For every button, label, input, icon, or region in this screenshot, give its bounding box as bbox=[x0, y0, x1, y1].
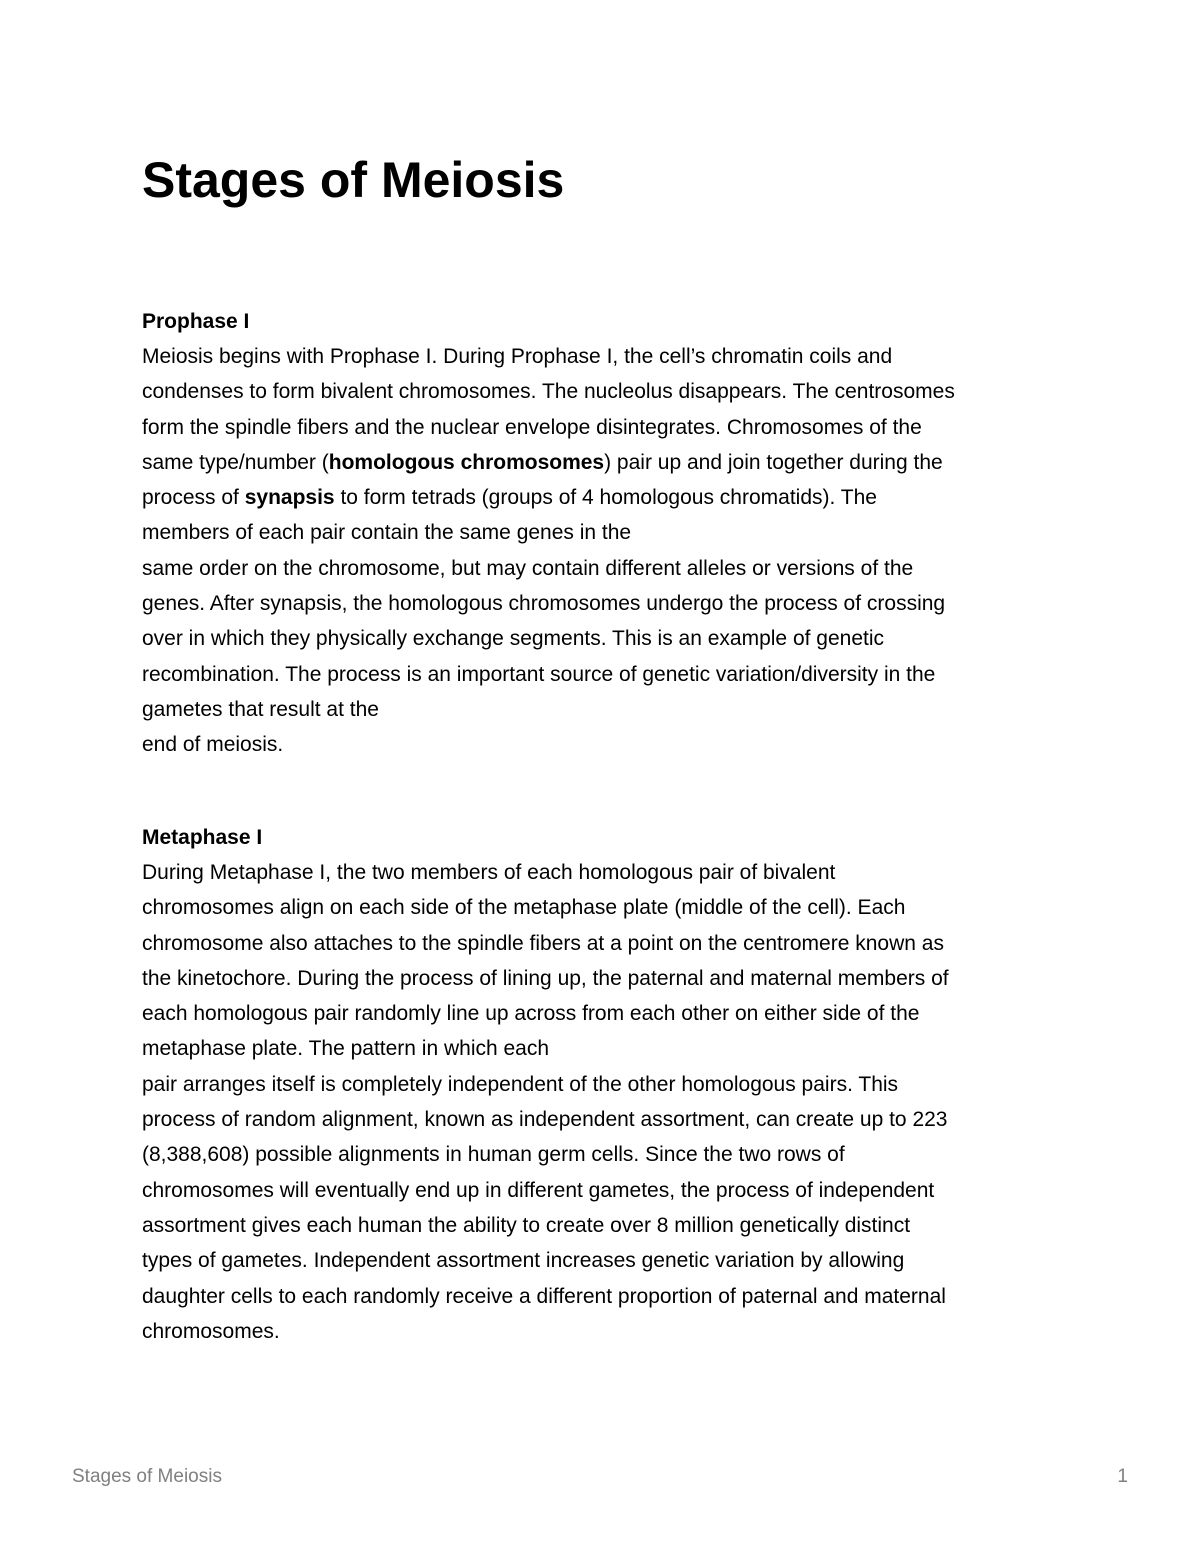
text-run: chromosomes. bbox=[142, 1319, 280, 1343]
text-run: types of gametes. Independent assortment increases genetic variation by allowing bbox=[142, 1249, 905, 1273]
text-run: condenses to form bivalent chromosomes. The nucleolus disappears. The centrosomes bbox=[142, 380, 955, 404]
paragraph-line bbox=[142, 1137, 1062, 1172]
text-run: genes. After synapsis, the homologous chromosomes undergo the process of crossing bbox=[142, 592, 946, 616]
paragraph-line bbox=[142, 1243, 1062, 1278]
footer-document-title: Stages of Meiosis bbox=[72, 1466, 222, 1487]
document-title: Stages of Meiosis bbox=[142, 152, 565, 208]
paragraph-line bbox=[142, 996, 1062, 1031]
bold-term: homologous chromosomes bbox=[328, 450, 605, 474]
paragraph-line bbox=[142, 410, 1062, 445]
text-run: chromosome also attaches to the spindle fibers at a point on the centromere known as bbox=[142, 931, 944, 955]
text-run: ) pair up and join together during the bbox=[604, 450, 943, 474]
text-run: (8,388,608) possible alignments in human germ cells. Since the two rows of bbox=[142, 1143, 845, 1167]
text-run: chromosomes will eventually end up in different gametes, the process of independent bbox=[142, 1178, 935, 1202]
paragraph-line bbox=[142, 621, 1062, 656]
text-run: assortment gives each human the ability to create over 8 million genetically distinct bbox=[142, 1213, 911, 1237]
paragraph-line bbox=[142, 1314, 1062, 1349]
bold-term: synapsis bbox=[244, 486, 335, 510]
text-run: same type/number ( bbox=[142, 450, 329, 474]
text-run: each homologous pair randomly line up across from each other on either side of the bbox=[142, 1002, 920, 1026]
paragraph-line bbox=[142, 926, 1062, 961]
section-heading: Prophase I bbox=[142, 310, 250, 333]
text-run: process of bbox=[142, 486, 245, 510]
paragraph-line bbox=[142, 1031, 1062, 1066]
text-run: members of each pair contain the same genes in the bbox=[142, 521, 632, 545]
footer-page-number: 1 bbox=[1117, 1466, 1128, 1487]
paragraph-line bbox=[142, 374, 1062, 409]
text-run: gametes that result at the bbox=[142, 697, 379, 721]
paragraph-line bbox=[142, 445, 1062, 480]
text-run: During Metaphase I, the two members of each homologous pair of bivalent bbox=[142, 861, 836, 884]
text-run: daughter cells to each randomly receive a different proportion of paternal and maternal bbox=[142, 1284, 946, 1308]
text-run: over in which they physically exchange segments. This is an example of genetic bbox=[142, 627, 885, 651]
text-run: same order on the chromosome, but may contain different alleles or versions of the bbox=[142, 556, 914, 580]
text-run: end of meiosis. bbox=[142, 733, 284, 757]
section-metaphase-i bbox=[142, 820, 1062, 1349]
paragraph-line bbox=[142, 1102, 1062, 1137]
text-run: metaphase plate. The pattern in which each bbox=[142, 1037, 550, 1061]
paragraph-line bbox=[142, 890, 1062, 925]
text-run: recombination. The process is an important source of genetic variation/diversity in the bbox=[142, 662, 936, 686]
text-run: to form tetrads (groups of 4 homologous chromatids). The bbox=[334, 486, 877, 510]
paragraph-line bbox=[142, 586, 1062, 621]
paragraph-line bbox=[142, 1067, 1062, 1102]
text-run: Meiosis begins with Prophase I. During Prophase I, the cell’s chromatin coils and bbox=[142, 345, 893, 368]
paragraph-line bbox=[142, 1208, 1062, 1243]
paragraph-line bbox=[142, 961, 1062, 996]
paragraph-line bbox=[142, 339, 1062, 374]
section-prophase-i bbox=[142, 304, 1062, 763]
paragraph-line bbox=[142, 657, 1062, 692]
text-run: form the spindle fibers and the nuclear envelope disintegrates. Chromosomes of the bbox=[142, 415, 922, 439]
text-run: pair arranges itself is completely independent of the other homologous pairs. This bbox=[142, 1072, 899, 1096]
paragraph-line bbox=[142, 855, 1062, 890]
text-run: process of random alignment, known as independent assortment, can create up to 223 bbox=[142, 1108, 948, 1132]
paragraph-line bbox=[142, 1279, 1062, 1314]
text-run: chromosomes align on each side of the metaphase plate (middle of the cell). Each bbox=[142, 896, 906, 920]
paragraph-line bbox=[142, 1173, 1062, 1208]
section-heading: Metaphase I bbox=[142, 826, 263, 849]
paragraph-line bbox=[142, 692, 1062, 727]
paragraph-line bbox=[142, 727, 1062, 762]
section-body bbox=[142, 855, 1062, 1349]
text-run: the kinetochore. During the process of lining up, the paternal and maternal members of bbox=[142, 966, 949, 990]
paragraph-line bbox=[142, 480, 1062, 515]
paragraph-line bbox=[142, 515, 1062, 550]
paragraph-line bbox=[142, 551, 1062, 586]
section-body bbox=[142, 339, 1062, 763]
